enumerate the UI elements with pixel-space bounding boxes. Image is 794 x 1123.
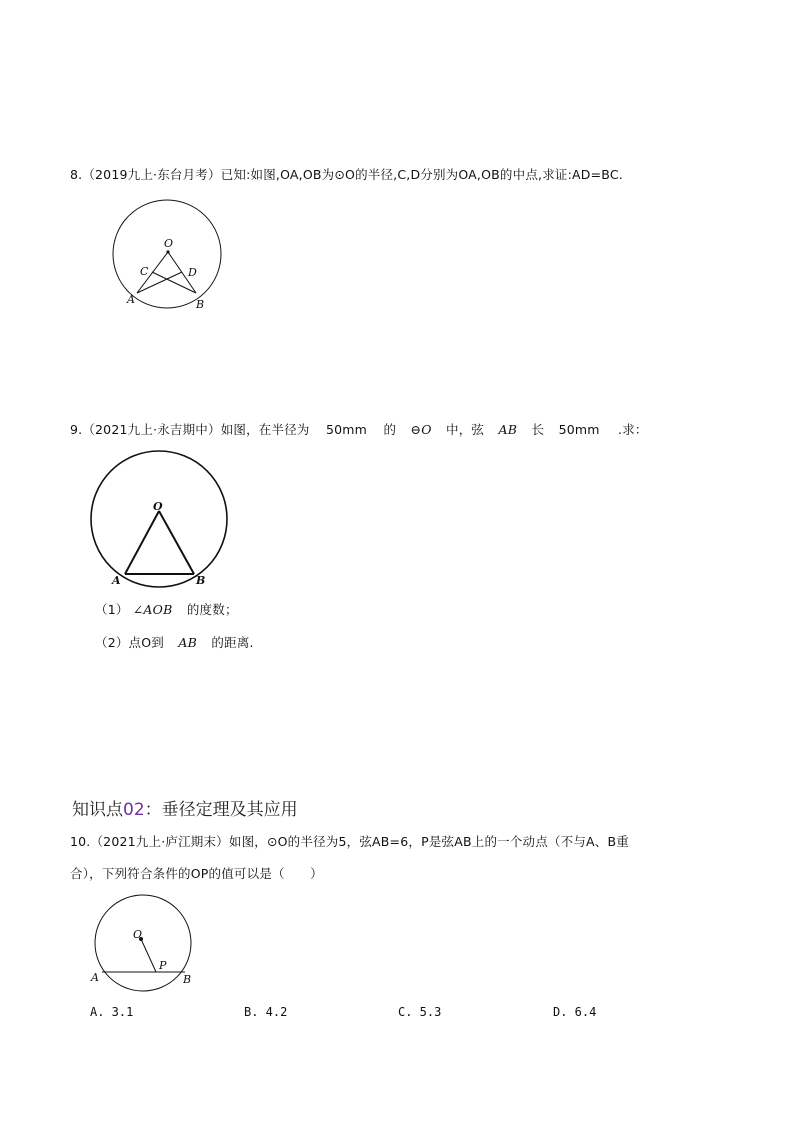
q10-label-A: A: [91, 971, 99, 984]
q9-of: 的: [383, 422, 397, 437]
q9-label-B: B: [196, 574, 206, 587]
question-10-line-1: 10.（2021九上·庐江期末）如图，⊙O的半径为5，弦AB=6，P是弦AB上的一个动点（不与A、B重: [70, 834, 629, 849]
q9-chord-AB: AB: [498, 422, 518, 437]
q9-part-2: [95, 635, 254, 651]
q9-length-word: 长: [531, 422, 545, 437]
q8-center-dot: [166, 250, 169, 253]
q9-chord-word: 中，弦: [446, 422, 485, 437]
q9-circle-symbol: ⊖O: [410, 422, 432, 437]
q9-suffix: .求：: [618, 422, 648, 437]
q8-label-B: B: [196, 298, 205, 311]
q9-circle: [91, 451, 227, 587]
q9-part1-prefix: （1）: [95, 602, 129, 617]
question-8-text: 8.（2019九上·东台月考）已知:如图,OA,OB为⊙O的半径,C,D分别为OA,OB的中点,求证:AD=BC.: [70, 167, 623, 182]
q10-segment-OP: [141, 939, 156, 972]
q9-prefix: 9.（2021九上·永吉期中）如图，在半径为: [70, 422, 310, 437]
q9-radius-value: 50mm: [326, 422, 368, 437]
q10-label-P: P: [159, 959, 167, 972]
q10-option-d: D. 6.4: [553, 1005, 597, 1019]
q8-circle-figure: [108, 196, 228, 316]
q8-label-D: D: [188, 266, 197, 279]
q9-segment-OB: [159, 511, 194, 574]
q8-label-C: C: [140, 265, 149, 278]
q9-part1-angle: ∠AOB: [132, 602, 173, 617]
q9-part-1: [95, 602, 238, 618]
q9-segment-OA: [125, 511, 159, 574]
q10-option-c: C. 5.3: [398, 1005, 442, 1019]
section-heading: [72, 795, 298, 820]
q9-part2-prefix: （2）点O到: [95, 635, 164, 650]
q10-option-b: B. 4.2: [244, 1005, 288, 1019]
section-title: ：垂径定理及其应用: [144, 800, 298, 820]
question-10-line-2: 合），下列符合条件的OP的值可以是（ ）: [70, 866, 323, 881]
q8-label-A: A: [127, 293, 135, 306]
q9-part2-AB: AB: [178, 635, 197, 650]
q10-label-B: B: [183, 973, 192, 986]
section-number: 02: [123, 800, 145, 820]
section-prefix: 知识点: [72, 800, 123, 820]
q9-label-O: O: [153, 500, 163, 513]
question-9-text: [70, 422, 648, 438]
q10-circle-figure: [86, 892, 206, 997]
q10-label-O: O: [133, 928, 143, 941]
q9-length-value: 50mm: [558, 422, 600, 437]
q9-part2-suffix: 的距离.: [211, 635, 254, 650]
q8-label-O: O: [164, 237, 174, 250]
q9-circle-figure: [90, 444, 240, 594]
q10-option-a: A. 3.1: [90, 1005, 134, 1019]
q9-part1-suffix: 的度数；: [186, 602, 238, 617]
q9-label-A: A: [112, 574, 121, 587]
